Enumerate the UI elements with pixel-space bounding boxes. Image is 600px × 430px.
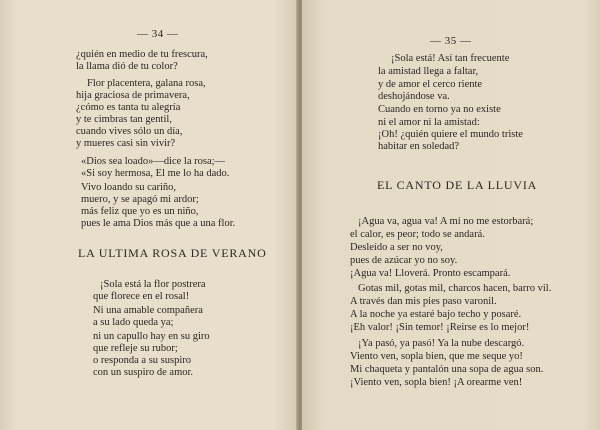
verse-line: Desleído a ser no voy,: [350, 242, 443, 253]
verse-line: ¡Oh! ¿quién quiere el mundo triste: [378, 129, 523, 140]
verse-line: pues le ama Dios más que a una flor.: [81, 218, 236, 229]
section-title: EL CANTO DE LA LLUVIA: [377, 178, 538, 192]
verse-line: hija graciosa de primavera,: [76, 90, 190, 101]
verse-line: ¡Viento ven, sopla bien! ¡A orearme ven!: [350, 377, 523, 388]
verse-line: ¡Ya pasó, ya pasó! Ya la nube descargó.: [358, 338, 525, 349]
verse-line: Flor placentera, galana rosa,: [87, 78, 206, 89]
verse-line: ni el amor ni la amistad:: [378, 117, 480, 128]
verse-line: más feliz que yo es un niño,: [81, 206, 199, 217]
verse-line: ¿cómo es tanta tu alegría: [76, 102, 181, 113]
verse-line: ¡Sola está la flor postrera: [100, 279, 206, 290]
verse-line: Ni una amable compañera: [93, 305, 203, 316]
verse-line: ¡Agua va, agua va! A mí no me estorbará;: [358, 216, 534, 227]
verse-line: A través dan mis pies paso varonil.: [350, 296, 497, 307]
verse-line: cuando vives sólo un día,: [76, 126, 183, 137]
verse-line: ¿quién en medio de tu frescura,: [76, 49, 208, 60]
right-page: [302, 0, 600, 430]
verse-line: que refleje su rubor;: [93, 343, 178, 354]
verse-line: «Si soy hermosa, El me lo ha dado.: [81, 168, 230, 179]
verse-line: ¡Agua va! Lloverá. Pronto escampará.: [350, 268, 511, 279]
verse-line: el calor, es peor; todo se andará.: [350, 229, 485, 240]
section-title: LA ULTIMA ROSA DE VERANO: [78, 246, 267, 260]
verse-line: A la noche ya estaré bajo techo y posaré.: [350, 309, 522, 320]
verse-line: Viento ven, sopla bien, que me seque yo!: [350, 351, 523, 362]
left-page: [0, 0, 298, 430]
verse-line: la llama dió de tu color?: [76, 61, 178, 72]
verse-line: que florece en el rosal!: [93, 291, 190, 302]
verse-line: deshojándose va.: [378, 91, 450, 102]
verse-line: ¡Eh valor! ¡Sin temor! ¡Reirse es lo mejor!: [350, 322, 530, 333]
verse-line: con un suspiro de amor.: [93, 367, 194, 378]
verse-line: y de amor el cerco riente: [378, 79, 483, 90]
verse-line: Mi chaqueta y pantalón una sopa de agua son.: [350, 364, 544, 375]
verse-line: y mueres casi sin vivir?: [76, 138, 176, 149]
verse-line: o responda a su suspiro: [93, 355, 191, 366]
page-number: — 34 —: [137, 28, 179, 40]
verse-line: «Dios sea loado»—dice la rosa;—: [81, 156, 226, 167]
verse-line: ¡Sola está! Así tan frecuente: [391, 53, 510, 64]
verse-line: y te cimbras tan gentil,: [76, 114, 172, 125]
verse-line: Vivo loando su cariño,: [81, 182, 177, 193]
verse-line: la amistad llega a faltar,: [378, 66, 479, 77]
verse-line: ni un capullo hay en su giro: [93, 331, 210, 342]
verse-line: habitar en soledad?: [378, 141, 460, 152]
verse-line: a su lado queda ya;: [93, 317, 174, 328]
verse-line: Gotas mil, gotas mil, charcos hacen, barro vil.: [358, 283, 552, 294]
verse-line: muero, y se apagó mi ardor;: [81, 194, 199, 205]
page-number: — 35 —: [430, 35, 472, 47]
verse-line: Cuando en torno ya no existe: [378, 104, 501, 115]
verse-line: pues de azúcar yo no soy.: [350, 255, 458, 266]
